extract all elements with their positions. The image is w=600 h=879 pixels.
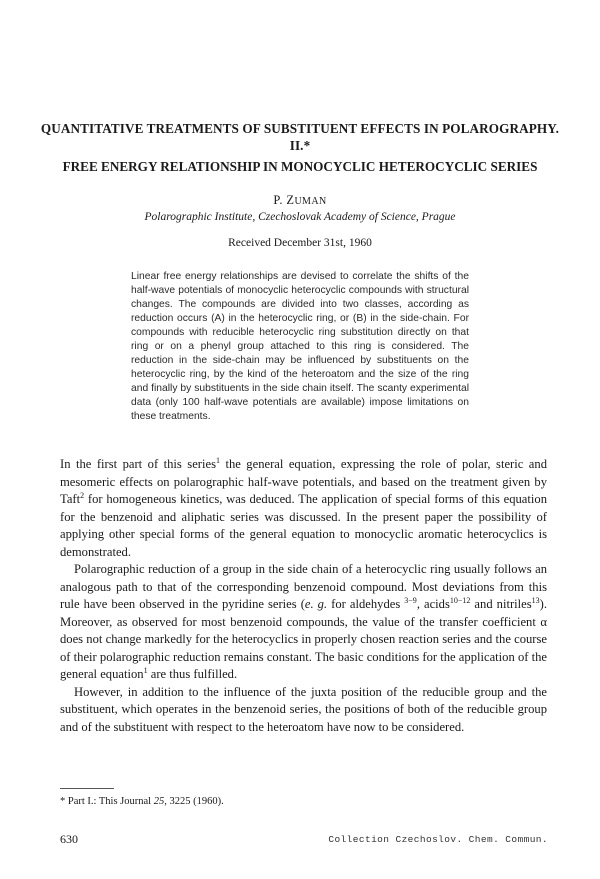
footnote-rule [60,788,114,789]
body-text [60,456,547,736]
journal-name: Collection Czechoslov. Chem. Commun. [328,834,548,845]
page-number: 630 [60,832,78,846]
received-date: Received December 31st, 1960 [228,237,372,249]
citation-ref: 2 [80,491,85,500]
citation-ref: 1 [143,666,148,675]
footnote: * Part I.: This Journal 25, 3225 (1960). [60,796,224,807]
citation-ref: 10−12 [449,596,471,605]
paragraph-2: Polarographic reduction of a group in the side chain of a heterocyclic ring usually follows an analogous path to that of the corresponding benzenoid compound. Most deviations from this rule have been observed in the pyridine series (e. g. for aldehydes $^{3-9}$, acids$^{10-12}$ and nitriles$^{13}$). Moreover, as observed for most benzenoid compounds, the value of the transfer coefficient α does not change markedly for the heterocyclics in properly chosen reaction series and the course of their polarographic reduction remains constant. The basic conditions for the application of the general equation$^1$ are thus fulfilled. [60,562,547,681]
abstract: Linear free energy relationships are devised to correlate the shifts of the half-wave potentials of monocyclic heterocyclic compounds with structural changes. The compounds are divided into two classes, according as reduction occurs (A) in the heterocyclic ring, or (B) in the side-chain. For compounds with reducible heterocyclic ring substitution directly on that ring or on a phenyl group attached to this ring is considered. The reduction in the side-chain may be influenced by substituents on the heterocyclic ring, by the kind of the heteroatom and the size of the ring and finally by substituents in the side chain itself. The scanty experimental data (only 100 half-wave potentials are available) impose limitations on these treatments. [131,271,469,422]
author-name-smallcaps: UMAN [294,196,327,207]
citation-ref: 13 [531,596,540,605]
article-title: QUANTITATIVE TREATMENTS OF SUBSTITUENT EFFECTS IN POLAROGRAPHY. II.* [40,121,560,153]
citation-ref: 1 [215,456,220,465]
author-name [0,193,600,208]
author-affiliation: Polarographic Institute, Czechoslovak Academy of Science, Prague [144,211,456,223]
paragraph-3: However, in addition to the influence of the juxta position of the reducible group and the substituent, which operates in the benzenoid series, the positions of both of the reducible group and of the substituent with respect to the heteroatom have now to be considered. [60,684,547,734]
paragraph-1: In the first part of this series$^1$ the general equation, expressing the role of polar, steric and mesomeric effects on polarographic half-wave potentials, and based on the treatment given by Taft$^2$ for homogeneous kinetics, was deduced. The application of special forms of this equation for the benzenoid and aliphatic series was discussed. In the present paper the possibility of applying other special forms of the general equation to monocyclic aromatic heterocyclics is demonstrated. [60,456,547,559]
citation-ref: 3−9 [404,596,417,605]
author-name-initial: P. Z [273,193,295,207]
article-subtitle: FREE ENERGY RELATIONSHIP IN MONOCYCLIC HETEROCYCLIC SERIES [62,159,538,174]
